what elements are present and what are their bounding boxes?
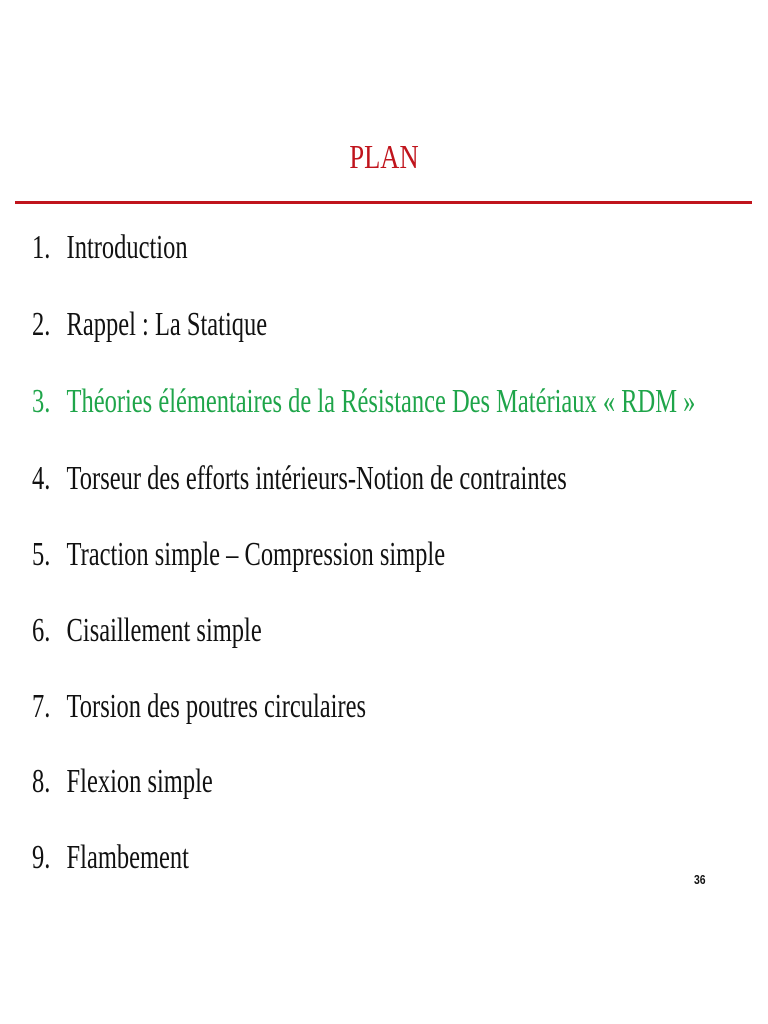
plan-item-number: 4. xyxy=(32,460,51,497)
plan-item-label: Torseur des efforts intérieurs-Notion de contraintes xyxy=(66,460,567,497)
plan-item-label: Rappel : La Statique xyxy=(66,306,268,343)
plan-item-rappel-statique xyxy=(32,301,267,349)
plan-item-number: 1. xyxy=(32,229,51,266)
plan-item-number: 7. xyxy=(32,688,51,725)
plan-item-number: 8. xyxy=(32,763,51,800)
plan-item-introduction xyxy=(32,224,188,272)
plan-item-number: 2. xyxy=(32,306,51,343)
plan-item-label: Introduction xyxy=(66,229,188,266)
plan-item-number: 9. xyxy=(32,839,51,876)
plan-item-label: Traction simple – Compression simple xyxy=(66,536,446,573)
plan-item-label: Flexion simple xyxy=(66,763,213,800)
plan-item-label: Torsion des poutres circulaires xyxy=(66,688,367,725)
plan-item-torsion xyxy=(32,683,366,731)
plan-item-theories-rdm xyxy=(32,378,695,426)
slide-title: PLAN xyxy=(349,139,419,176)
page-number: 36 xyxy=(694,872,706,887)
plan-item-cisaillement xyxy=(32,607,262,655)
plan-item-label: Cisaillement simple xyxy=(66,612,262,649)
plan-item-number: 6. xyxy=(32,612,51,649)
title-divider xyxy=(15,201,752,204)
plan-item-traction-compression xyxy=(32,531,445,579)
plan-item-number: 3. xyxy=(32,383,51,420)
plan-item-torseur xyxy=(32,455,567,503)
plan-item-number: 5. xyxy=(32,536,51,573)
plan-item-flexion xyxy=(32,758,213,806)
plan-item-label: Théories élémentaires de la Résistance Des Matériaux « RDM » xyxy=(66,383,696,420)
plan-item-label: Flambement xyxy=(66,839,189,876)
plan-item-flambement xyxy=(32,834,189,882)
